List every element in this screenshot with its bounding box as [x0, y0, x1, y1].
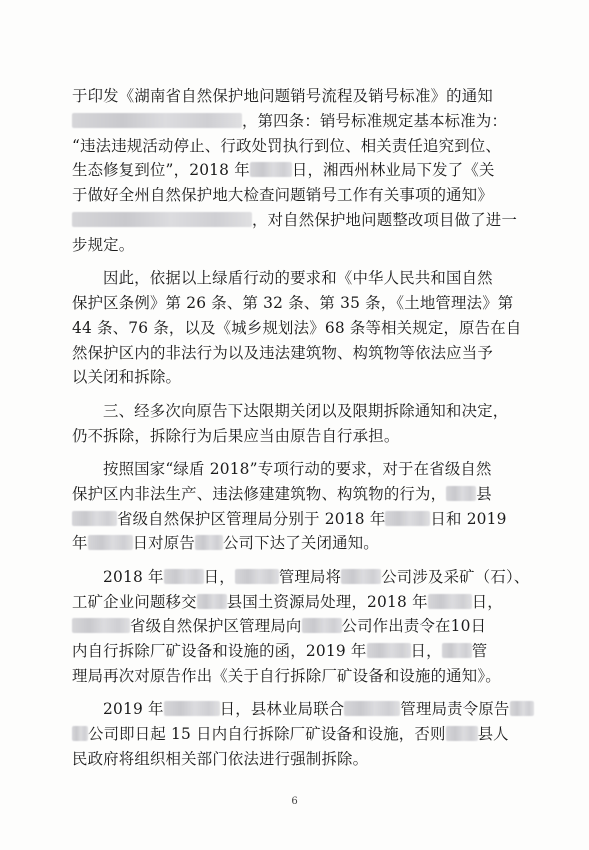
document-body	[72, 84, 530, 772]
text-line	[72, 482, 527, 507]
text-run: 以关闭和拆除。	[72, 368, 182, 387]
redaction-block	[197, 594, 227, 609]
text-run: 省级自然保护区管理局向	[130, 617, 302, 636]
text-line	[72, 565, 530, 590]
text-run: 然保护区内的非法行为以及违法建筑物、构筑物等依法应当予	[72, 343, 493, 362]
text-run: 日和 2019	[430, 509, 507, 528]
text-run: 日对原告	[132, 534, 195, 553]
paragraph	[72, 84, 527, 258]
redaction-block	[367, 643, 411, 658]
text-line	[72, 316, 527, 341]
text-run: 县国土资源局处理，2018 年	[226, 592, 428, 611]
redaction-block	[88, 535, 133, 550]
redaction-block	[72, 212, 252, 227]
text-line	[72, 183, 527, 208]
text-run: 县	[476, 484, 492, 503]
redaction-block	[428, 594, 472, 609]
redaction-block	[510, 701, 534, 716]
text-run: 年	[72, 534, 88, 553]
redaction-block	[442, 643, 472, 658]
text-run: ，第四条：销号标准规定基本标准为：	[242, 111, 508, 130]
text-run: 生态修复到位”，2018 年	[72, 161, 250, 180]
text-line	[72, 639, 527, 664]
text-run: 按照国家“绿盾 2018”专项行动的要求，对于在省级自然	[103, 459, 492, 478]
paragraph	[72, 399, 527, 449]
text-run: 省级自然保护区管理局分别于 2018 年	[117, 509, 386, 528]
text-run: 步规定。	[72, 235, 135, 254]
text-line	[72, 208, 527, 233]
text-line	[72, 158, 527, 183]
redaction-block	[302, 618, 342, 633]
text-run: 公司涉及采矿（石）、	[381, 567, 530, 586]
page-number: 6	[291, 796, 298, 807]
text-line	[72, 233, 527, 258]
text-line	[72, 722, 527, 747]
text-run: 公司作出责令在10日	[341, 617, 487, 636]
text-run: 民政府将组织相关部门依法进行强制拆除。	[72, 749, 369, 768]
text-run: 保护区内非法生产、违法修建建筑物、构筑物的行为，	[72, 484, 447, 503]
text-run: 因此，依据以上绿盾行动的要求和《中华人民共和国自然	[103, 269, 493, 288]
redaction-block	[235, 569, 279, 584]
text-line	[72, 507, 527, 532]
text-run: 44 条、76 条，以及《城乡规划法》68 条等相关规定，原告在自	[72, 318, 522, 337]
text-run: 仍不拆除，拆除行为后果应当由原告自行承担。	[72, 426, 400, 445]
redaction-block	[446, 486, 476, 501]
text-run: 日，县林业局联合	[219, 700, 345, 719]
text-run: 公司即日起 15 日内自行拆除厂矿设备和设施，否则	[88, 725, 446, 744]
text-run: “违法违规活动停止、行政处罚执行到位、相关责任追究到位、	[72, 136, 502, 155]
text-run: 于印发《湖南省自然保护地问题销号流程及销号标准》的通知	[72, 87, 493, 105]
redaction-block	[72, 726, 88, 741]
paragraph	[72, 266, 527, 390]
redaction-block	[385, 511, 430, 526]
text-run: 2018 年	[103, 567, 164, 586]
text-line	[72, 424, 527, 449]
text-run: 公司下达了关闭通知。	[222, 534, 379, 553]
redaction-block	[72, 511, 117, 526]
text-run: 2019 年	[103, 700, 164, 719]
text-line	[72, 531, 527, 556]
text-run: 管理局责令原告	[400, 700, 510, 719]
paragraph-gap	[72, 689, 527, 698]
paragraph-gap	[72, 258, 527, 267]
redaction-block	[341, 569, 381, 584]
text-run: 县人	[477, 725, 509, 744]
redaction-block	[344, 701, 400, 716]
paragraph-gap	[72, 448, 527, 457]
paragraph-gap	[72, 556, 527, 565]
redaction-block	[164, 569, 204, 584]
text-line	[72, 614, 527, 639]
text-line	[72, 266, 527, 291]
text-run: 理局再次对原告作出《关于自行拆除厂矿设备和设施的通知》。	[72, 666, 501, 685]
text-line	[72, 664, 527, 689]
text-line	[72, 291, 527, 316]
text-line	[72, 747, 527, 772]
text-run: 日，	[471, 592, 503, 611]
text-line	[72, 341, 527, 366]
text-line	[72, 399, 527, 424]
paragraph	[72, 565, 530, 689]
text-line	[72, 134, 527, 159]
paragraph	[72, 697, 527, 771]
paragraph	[72, 457, 527, 556]
redaction-block	[446, 726, 478, 741]
paragraph-gap	[72, 390, 527, 399]
text-run: 日，湘西州林业局下发了《关	[291, 161, 495, 180]
text-run: 管理局将	[278, 567, 342, 586]
text-run: 日，	[203, 567, 235, 586]
redaction-block	[72, 113, 242, 128]
redaction-block	[72, 618, 130, 633]
redaction-block	[250, 162, 292, 177]
text-run: ，对自然保护地问题整改项目做了进一	[252, 210, 518, 229]
text-line	[72, 697, 527, 722]
text-run: 工矿企业问题移交	[72, 592, 197, 611]
text-run: 内自行拆除厂矿设备和设施的函，2019 年	[72, 642, 367, 661]
text-run: 三、经多次向原告下达限期关闭以及限期拆除通知和决定，	[103, 401, 509, 420]
text-line	[72, 109, 527, 134]
redaction-block	[195, 535, 223, 550]
text-line	[72, 457, 527, 482]
text-line	[72, 590, 527, 615]
text-run: 于做好全州自然保护地大检查问题销号工作有关事项的通知》	[72, 186, 493, 205]
text-line	[72, 365, 527, 390]
redaction-block	[164, 701, 220, 716]
text-line	[72, 84, 527, 109]
text-run: 保护区条例》第 26 条、第 32 条、第 35 条，《土地管理法》第	[72, 293, 514, 312]
text-run: 日，	[410, 642, 442, 661]
text-run: 管	[471, 642, 488, 661]
